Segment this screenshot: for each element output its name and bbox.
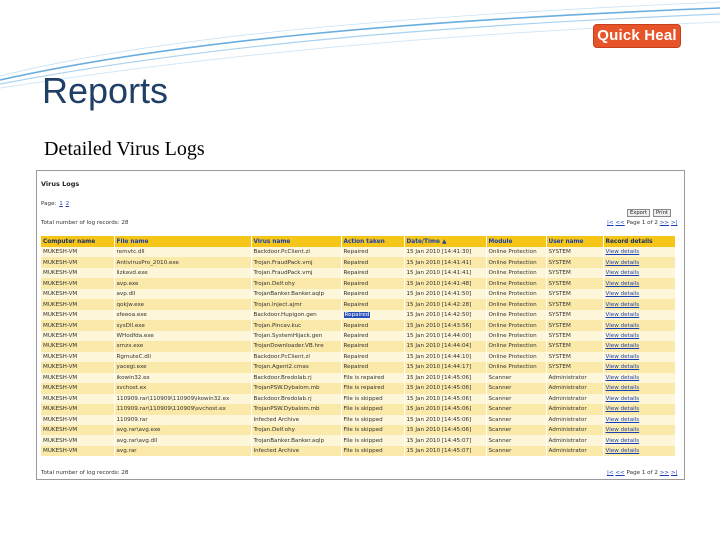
action-taken-cell: File is skipped (341, 425, 404, 435)
module-cell: Scanner (486, 446, 546, 456)
date-time-cell: 15 Jan 2010 [14:45:06] (404, 383, 486, 393)
virus-name-cell: TrojanBanker.Banker.aqlp (251, 289, 341, 299)
date-time-cell: 15 Jan 2010 [14:44:04] (404, 341, 486, 351)
user-name-cell: SYSTEM (546, 257, 603, 267)
action-taken-cell: Repaired (341, 362, 404, 372)
column-header-record-details: Record details (603, 236, 675, 247)
computer-name-cell: MUKESH-VM (41, 435, 114, 445)
user-name-cell: SYSTEM (546, 310, 603, 320)
action-taken-cell: File is skipped (341, 415, 404, 425)
action-taken-cell: File is skipped (341, 394, 404, 404)
record-details-link[interactable]: View details (603, 362, 675, 372)
computer-name-cell: MUKESH-VM (41, 373, 114, 383)
module-cell: Online Protection (486, 299, 546, 309)
computer-name-cell: MUKESH-VM (41, 257, 114, 267)
table-row (41, 404, 675, 414)
date-time-label: Date/Time (406, 238, 440, 245)
table-row (41, 331, 675, 341)
user-name-cell: SYSTEM (546, 341, 603, 351)
file-name-cell: lizkavd.exe (114, 268, 251, 278)
user-name-cell: SYSTEM (546, 278, 603, 288)
module-cell: Online Protection (486, 268, 546, 278)
date-time-cell: 15 Jan 2010 [14:45:07] (404, 435, 486, 445)
record-details-link[interactable]: View details (603, 435, 675, 445)
record-details-link[interactable]: View details (603, 299, 675, 309)
export-button[interactable]: Export (627, 209, 650, 217)
computer-name-cell: MUKESH-VM (41, 362, 114, 372)
module-cell: Scanner (486, 435, 546, 445)
file-name-cell: WHodfda.exe (114, 331, 251, 341)
user-name-cell: SYSTEM (546, 268, 603, 278)
date-time-cell: 15 Jan 2010 [14:42:28] (404, 299, 486, 309)
date-time-cell: 15 Jan 2010 [14:41:41] (404, 257, 486, 267)
total-count: 28 (121, 220, 129, 226)
column-header-action-taken[interactable]: Action taken (341, 236, 404, 247)
total-records-bottom (41, 470, 129, 476)
user-name-cell: SYSTEM (546, 247, 603, 257)
action-taken-cell: File is repaired (341, 383, 404, 393)
date-time-cell: 15 Jan 2010 [14:44:00] (404, 331, 486, 341)
module-cell: Online Protection (486, 289, 546, 299)
date-time-cell: 15 Jan 2010 [14:41:41] (404, 268, 486, 278)
table-row (41, 415, 675, 425)
action-taken-cell: File is repaired (341, 373, 404, 383)
total-label: Total number of log records: (41, 220, 120, 226)
computer-name-cell: MUKESH-VM (41, 289, 114, 299)
virus-name-cell: Infected Archive (251, 446, 341, 456)
table-row (41, 257, 675, 267)
computer-name-cell: MUKESH-VM (41, 352, 114, 362)
computer-name-cell: MUKESH-VM (41, 404, 114, 414)
total-label: Total number of log records: (41, 470, 120, 476)
virus-name-cell: Trojan.Delf.ohy (251, 425, 341, 435)
table-row (41, 383, 675, 393)
virus-name-cell: Backdoor.PcClient.zl (251, 247, 341, 257)
page-link-1[interactable]: 1 (59, 201, 63, 207)
computer-name-cell: MUKESH-VM (41, 331, 114, 341)
total-records-top (41, 220, 129, 226)
record-details-link[interactable]: View details (603, 373, 675, 383)
virus-logs-table (41, 236, 676, 456)
pager-prev-link[interactable]: << (615, 470, 625, 476)
record-details-link[interactable]: View details (603, 341, 675, 351)
user-name-cell: Administrator (546, 383, 603, 393)
record-details-link[interactable]: View details (603, 383, 675, 393)
user-name-cell: Administrator (546, 446, 603, 456)
record-details-link[interactable]: View details (603, 394, 675, 404)
total-count: 28 (121, 470, 129, 476)
computer-name-cell: MUKESH-VM (41, 446, 114, 456)
file-name-cell: ikowin32.ex (114, 373, 251, 383)
virus-name-cell: Trojan.Inject.ajmr (251, 299, 341, 309)
column-header-virus-name[interactable]: Virus name (251, 236, 341, 247)
module-cell: Online Protection (486, 278, 546, 288)
virus-name-cell: TrojanPSW.Dybalom.mb (251, 383, 341, 393)
record-details-link[interactable]: View details (603, 425, 675, 435)
virus-name-cell: TrojanBanker.Banker.aqlp (251, 435, 341, 445)
table-row (41, 435, 675, 445)
action-taken-cell: Repaired (341, 257, 404, 267)
virus-logs-screenshot (36, 170, 685, 480)
action-taken-cell: Repaired (341, 268, 404, 278)
virus-name-cell: Trojan.FraudPack.vmj (251, 257, 341, 267)
virus-name-cell: Trojan.Agent2.cmas (251, 362, 341, 372)
record-details-link[interactable]: View details (603, 331, 675, 341)
column-header-date-time[interactable] (404, 236, 486, 247)
pager-text: Page 1 of 2 (626, 470, 658, 476)
date-time-cell: 15 Jan 2010 [14:45:06] (404, 425, 486, 435)
user-name-cell: SYSTEM (546, 320, 603, 330)
computer-name-cell: MUKESH-VM (41, 415, 114, 425)
record-details-link[interactable]: View details (603, 268, 675, 278)
file-name-cell: qokjw.exe (114, 299, 251, 309)
computer-name-cell: MUKESH-VM (41, 425, 114, 435)
virus-name-cell: Infected Archive (251, 415, 341, 425)
table-row (41, 425, 675, 435)
column-header-computer-name: Computer name (41, 236, 114, 247)
file-name-cell: 110909.rar\110909\110909\svchost.ex (114, 404, 251, 414)
date-time-cell: 15 Jan 2010 [14:41:48] (404, 278, 486, 288)
file-name-cell: avg.rar\avg.dll (114, 435, 251, 445)
table-row (41, 278, 675, 288)
computer-name-cell: MUKESH-VM (41, 268, 114, 278)
module-cell: Scanner (486, 394, 546, 404)
computer-name-cell: MUKESH-VM (41, 320, 114, 330)
table-row (41, 310, 675, 320)
column-header-user-name[interactable]: User name (546, 236, 603, 247)
record-details-link[interactable]: View details (603, 289, 675, 299)
virus-name-cell: Backdoor.Bredolab.rj (251, 394, 341, 404)
module-cell: Online Protection (486, 352, 546, 362)
date-time-cell: 15 Jan 2010 [14:42:50] (404, 310, 486, 320)
pager-next-link[interactable]: >> (659, 220, 670, 226)
module-cell: Online Protection (486, 257, 546, 267)
date-time-cell: 15 Jan 2010 [14:43:56] (404, 320, 486, 330)
virus-name-cell: Backdoor.Bredolab.rj (251, 373, 341, 383)
sort-asc-icon: ▲ (442, 238, 447, 245)
file-name-cell: remvtc.dll (114, 247, 251, 257)
date-time-cell: 15 Jan 2010 [14:45:06] (404, 373, 486, 383)
virus-name-cell: Backdoor.Hupigon.gen (251, 310, 341, 320)
file-name-cell: svchost.ex (114, 383, 251, 393)
record-details-link[interactable]: View details (603, 352, 675, 362)
date-time-cell: 15 Jan 2010 [14:45:07] (404, 446, 486, 456)
module-cell: Scanner (486, 415, 546, 425)
file-name-cell: sfeeoa.exe (114, 310, 251, 320)
file-name-cell: avp.exe (114, 278, 251, 288)
pager-top (607, 220, 677, 226)
virus-name-cell: Trojan.FraudPack.vmj (251, 268, 341, 278)
user-name-cell: SYSTEM (546, 299, 603, 309)
table-row (41, 268, 675, 278)
user-name-cell: SYSTEM (546, 352, 603, 362)
pager-bottom (607, 470, 677, 476)
date-time-cell: 15 Jan 2010 [14:45:06] (404, 394, 486, 404)
module-cell: Scanner (486, 373, 546, 383)
user-name-cell: Administrator (546, 394, 603, 404)
action-taken-cell: Repaired (341, 278, 404, 288)
table-row (41, 247, 675, 257)
table-row (41, 373, 675, 383)
record-details-link[interactable]: View details (603, 257, 675, 267)
computer-name-cell: MUKESH-VM (41, 341, 114, 351)
user-name-cell: SYSTEM (546, 289, 603, 299)
record-details-link[interactable]: View details (603, 247, 675, 257)
selected-text: Repaired (344, 312, 370, 319)
pager-prev-link[interactable]: << (615, 220, 625, 226)
record-details-link[interactable]: View details (603, 415, 675, 425)
report-title: Virus Logs (41, 180, 80, 188)
computer-name-cell: MUKESH-VM (41, 278, 114, 288)
table-row (41, 394, 675, 404)
action-taken-cell: Repaired (341, 352, 404, 362)
virus-name-cell: Trojan.SystemHijack.gen (251, 331, 341, 341)
computer-name-cell: MUKESH-VM (41, 299, 114, 309)
date-time-cell: 15 Jan 2010 [14:41:50] (404, 289, 486, 299)
record-details-link[interactable]: View details (603, 320, 675, 330)
user-name-cell: Administrator (546, 415, 603, 425)
date-time-cell: 15 Jan 2010 [14:44:17] (404, 362, 486, 372)
virus-name-cell: TrojanDownloader.VB.hre (251, 341, 341, 351)
action-taken-cell: Repaired (341, 289, 404, 299)
computer-name-cell: MUKESH-VM (41, 247, 114, 257)
module-cell: Online Protection (486, 331, 546, 341)
action-taken-cell: Repaired (341, 299, 404, 309)
date-time-cell: 15 Jan 2010 [14:45:06] (404, 415, 486, 425)
action-taken-cell: File is skipped (341, 435, 404, 445)
user-name-cell: Administrator (546, 373, 603, 383)
file-name-cell: avg.rar\avg.exe (114, 425, 251, 435)
file-name-cell: 110909.rar (114, 415, 251, 425)
computer-name-cell: MUKESH-VM (41, 383, 114, 393)
date-time-cell: 15 Jan 2010 [14:41:30] (404, 247, 486, 257)
action-taken-cell: Repaired (341, 320, 404, 330)
module-cell: Online Protection (486, 341, 546, 351)
module-cell: Scanner (486, 404, 546, 414)
column-header-file-name[interactable]: File name (114, 236, 251, 247)
user-name-cell: Administrator (546, 425, 603, 435)
file-name-cell: yacegi.exe (114, 362, 251, 372)
module-cell: Scanner (486, 425, 546, 435)
module-cell: Online Protection (486, 320, 546, 330)
user-name-cell: SYSTEM (546, 331, 603, 341)
table-body (41, 247, 675, 456)
virus-name-cell: Backdoor.PcClient.zl (251, 352, 341, 362)
action-taken-cell: Repaired (341, 341, 404, 351)
user-name-cell: SYSTEM (546, 362, 603, 372)
table-row (41, 289, 675, 299)
table-row (41, 299, 675, 309)
column-header-module[interactable]: Module (486, 236, 546, 247)
module-cell: Online Protection (486, 362, 546, 372)
computer-name-cell: MUKESH-VM (41, 310, 114, 320)
action-taken-cell: Repaired (341, 247, 404, 257)
virus-name-cell: TrojanPSW.Dybalom.mb (251, 404, 341, 414)
pager-next-link[interactable]: >> (659, 470, 670, 476)
file-name-cell: xmzx.exe (114, 341, 251, 351)
module-cell: Scanner (486, 383, 546, 393)
virus-name-cell: Trojan.Pincav.kuc (251, 320, 341, 330)
module-cell: Online Protection (486, 247, 546, 257)
action-taken-cell: File is skipped (341, 446, 404, 456)
table-row (41, 446, 675, 456)
file-name-cell: avg.rar (114, 446, 251, 456)
record-details-link[interactable]: View details (603, 446, 675, 456)
record-details-link[interactable]: View details (603, 310, 675, 320)
action-taken-cell: Repaired (341, 331, 404, 341)
table-header-row (41, 236, 675, 247)
file-name-cell: RgmuteC.dll (114, 352, 251, 362)
record-details-link[interactable]: View details (603, 278, 675, 288)
table-row (41, 352, 675, 362)
table-row (41, 341, 675, 351)
slide-subtitle: Detailed Virus Logs (44, 138, 205, 160)
user-name-cell: Administrator (546, 435, 603, 445)
page-selector (41, 201, 69, 207)
file-name-cell: sysDll.exe (114, 320, 251, 330)
quick-heal-logo: Quick Heal (593, 24, 681, 48)
action-taken-cell: File is skipped (341, 404, 404, 414)
file-name-cell: avp.dll (114, 289, 251, 299)
page-label: Page: (41, 201, 57, 207)
pager-first-link[interactable]: |< (607, 220, 614, 226)
date-time-cell: 15 Jan 2010 [14:44:10] (404, 352, 486, 362)
date-time-cell: 15 Jan 2010 [14:45:06] (404, 404, 486, 414)
table-row (41, 320, 675, 330)
table-row (41, 362, 675, 372)
print-button[interactable]: Print (653, 209, 671, 217)
pager-last-link[interactable]: >| (670, 220, 678, 226)
pager-text: Page 1 of 2 (626, 220, 658, 226)
virus-name-cell: Trojan.Delf.ohy (251, 278, 341, 288)
computer-name-cell: MUKESH-VM (41, 394, 114, 404)
module-cell: Online Protection (486, 310, 546, 320)
slide-title: Reports (42, 70, 169, 111)
record-details-link[interactable]: View details (603, 404, 675, 414)
pager-first-link[interactable]: |< (607, 470, 614, 476)
page-link-2[interactable]: 2 (65, 201, 70, 207)
user-name-cell: Administrator (546, 404, 603, 414)
pager-last-link[interactable]: >| (670, 470, 678, 476)
file-name-cell: AntivirusPro_2010.exe (114, 257, 251, 267)
file-name-cell: 110909.rar\110909\110909\ikowin32.ex (114, 394, 251, 404)
action-taken-cell (341, 310, 404, 320)
